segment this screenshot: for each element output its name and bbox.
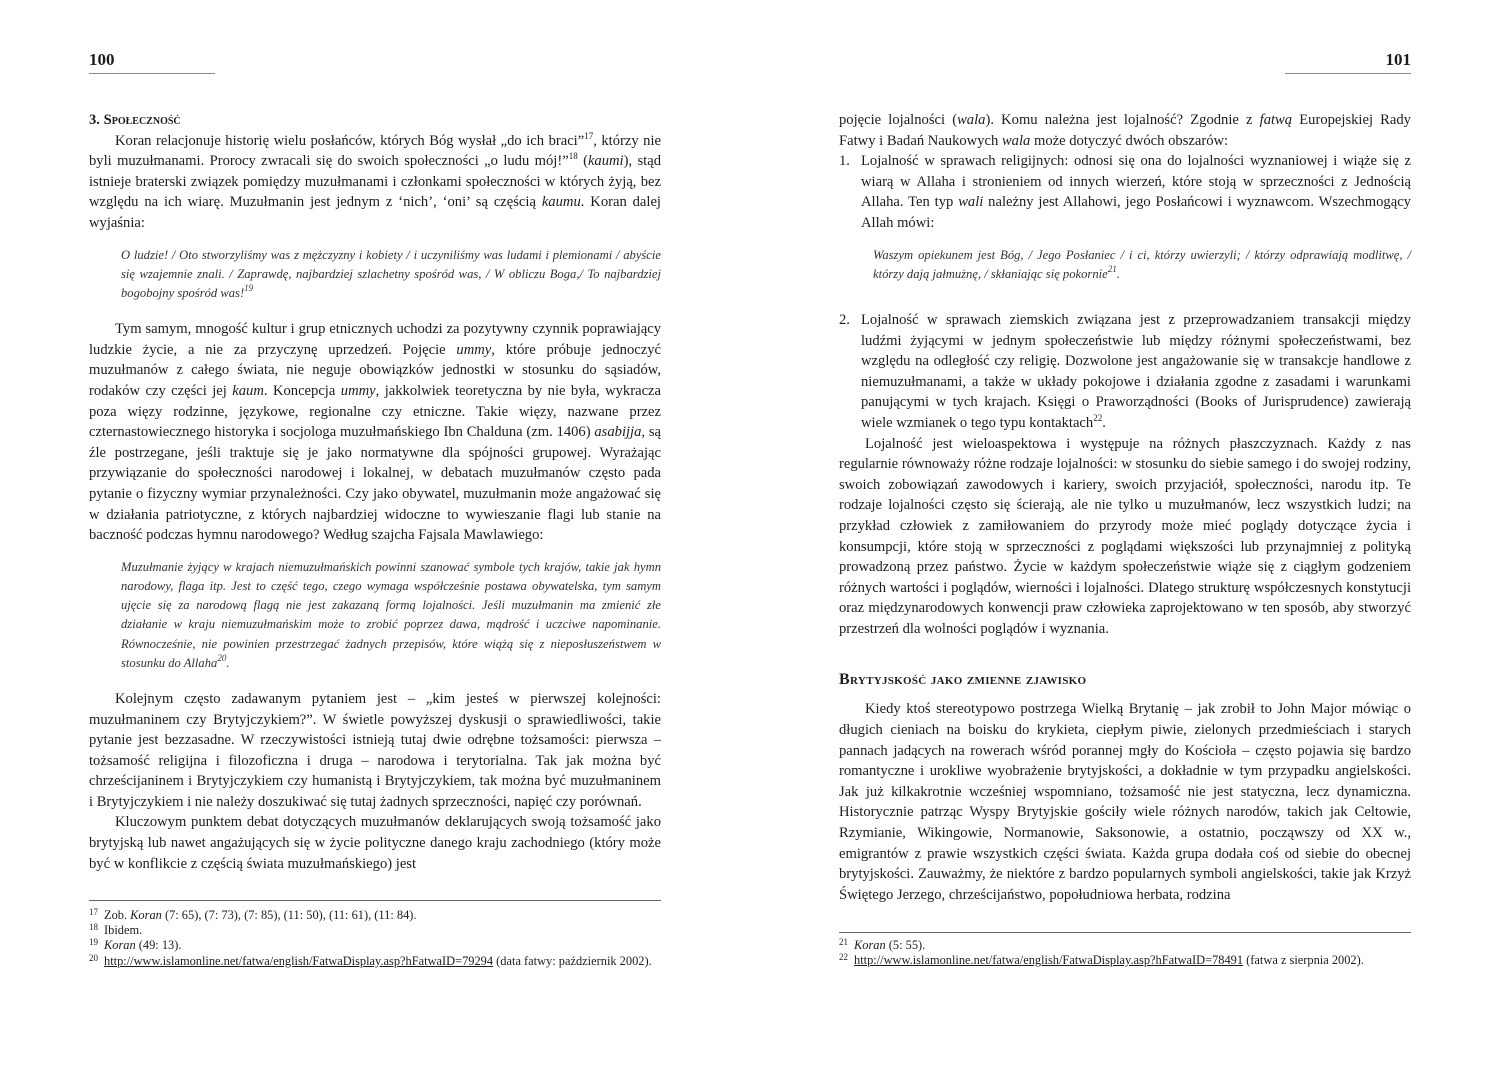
section-heading-britishness: Brytyjskość jako zmienne zjawisko [839, 671, 1087, 689]
right-paragraph-1: pojęcie lojalności (wala). Komu należna jest lojalność? Zgodnie z fatwą Europejskiej Rady Fatwy i Badań Naukowych wala może dotyczyć dwóch obszarów: [839, 112, 1411, 149]
footnote-20-link[interactable]: http://www.islamonline.net/fatwa/english/FatwaDisplay.asp?hFatwaID=79294 [104, 953, 494, 968]
footnote-ref-21: 21 [1107, 263, 1117, 274]
page-number-right: 101 [1385, 50, 1411, 69]
right-page-body [839, 110, 1411, 905]
header-rule-left [89, 73, 215, 74]
section-title: Społeczność [103, 112, 181, 128]
left-page [89, 0, 661, 1072]
paragraph-4: Kluczowym punktem debat dotyczących muzułmanów deklarujących swoją tożsamość jako brytyjską lub nawet angażujących się w życie polityczne danego kraju zachodniego (który może być w konflikcie z częścią świata muzułmańskiego) jest [89, 814, 661, 872]
list-item-2: 2. Lojalność w sprawach ziemskich związana jest z przeprowadzaniem transakcji między ludźmi żyjącymi w jednym społeczeństwie lub między różnymi społeczeństwami, bez względu na odległość czy religię. Dozwolone jest angażowanie się w transakcje handlowe z niemuzułmanami, a także w układy pokojowe i działania zgodne z zasadami i warunkami panującymi w tych krajach. Księgi o Praworządności (Books of Jurisprudence) zawierają wiele wzmianek o tego typu kontaktach$^{22}$. [839, 311, 1411, 431]
page-number-left: 100 [89, 50, 115, 69]
footnote-separator-right [839, 932, 1411, 933]
footnote-21: 21 Koran (5: 55). [839, 937, 926, 952]
paragraph-3: Kolejnym często zadawanym pytaniem jest – „kim jesteś w pierwszej kolejności: muzułmaninem czy Brytyjczykiem?”. W świetle powyższej dyskusji o sprawiedliwości, takie pytanie jest bezzasadne. W rzeczywistości istnieją tutaj dwie odrębne tożsamości: pierwsza – tożsamość religijna i filozoficzna i druga – narodowa i terytorialna. Tak jak można być chrześcijaninem i Brytyjczykiem czy humanistą i Brytyjczykiem, tak można być muzułmaninem i Brytyjczykiem i nie należy doszukiwać się tutaj żadnych sprzeczności, napięć czy porównań. [89, 690, 661, 810]
list-item-1: 1. Lojalność w sprawach religijnych: odnosi się ona do lojalności wyznaniowej i wiąże się z wiarą w Allaha i stronieniem od innych wierzeń, które stoją w sprzeczności z Jednością Allaha. Ten typ wali należny jest Allahowi, jego Posłańcowi i wyznawcom. Wszechmogący Allah mówi: Waszym opiekunem jest Bóg, / Jego Posłaniec / i ci, którzy uwierzyli; / którzy odprawiają modlitwę, / którzy dają jałmużnę, / skłaniając się pokornie$^{21}$. [839, 151, 1411, 310]
footnote-ref-19: 19 [244, 282, 254, 293]
footnote-ref-17: 17 [584, 130, 594, 141]
footnote-17: 17 Zob. Koran (7: 65), (7: 73), (7: 85), (11: 50), (11: 61), (11: 84). [89, 907, 417, 922]
section-heading [89, 110, 661, 131]
footnote-ref-20: 20 [217, 652, 227, 663]
footnote-22-link[interactable]: http://www.islamonline.net/fatwa/english/FatwaDisplay.asp?hFatwaID=78491 [854, 953, 1244, 968]
footnote-20: 20 http://www.islamonline.net/fatwa/english/FatwaDisplay.asp?hFatwaID=79294 (data fatwy: październik 2002). [89, 952, 652, 968]
header-rule-right [1285, 73, 1411, 74]
right-paragraph-3: Kiedy ktoś stereotypowo postrzega Wielką Brytanię – jak zrobił to John Major mówiąc o długich cieniach na boisku do krykieta, ciepłym piwie, zielonych przedmieściach i starych pannach jadących na rowerach wśród porannej mgły do Kościoła – często pojawia się bardzo romantyczne i urokliwe wyobrażenie brytyjskości, a dokładnie w tym przypadku angielskości. Jak już kilkakrotnie wcześniej wspomniano, tożsamość nie jest statyczna, lecz dynamiczna. Historycznie patrząc Wyspy Brytyjskie gościły wiele różnych narodów, takich jak Celtowie, Rzymianie, Wikingowie, Normanowie, Saksonowie, a ostatnio, począwszy od XX w., emigrantów z prawie wszystkich części świata. Każda grupa dodała coś od siebie do obecnej brytyjskości. Zauważmy, że niektóre z bardzo popularnych symboli angielskości, takie jak Krzyż Świętego Jerzego, chrześcijaństwo, popołudniowa herbata, rodzina [839, 701, 1411, 903]
paragraph-1: Koran relacjonuje historię wielu posłańców, których Bóg wysłał „do ich braci”$^{17}$, którzy nie byli muzułmanami. Prorocy zwracali się do swoich społeczności „o ludu mój!”$^{18}$ (kaumi), stąd istnieje braterski związek pomiędzy muzułmanami i członkami społeczności w których żyją, bez względu na ich wiarę. Muzułmanin jest jednym z ‘nich’, ‘oni’ są częścią kaumu. Koran dalej wyjaśnia: [89, 130, 662, 231]
footnote-ref-22: 22 [1093, 412, 1103, 423]
block-quote-2: Muzułmanie żyjący w krajach niemuzułmańskich powinni szanować symbole tych krajów, takie jak hymn narodowy, flaga itp. Jest to część tego, czego wymaga współcześnie postawa obywatelska, tym samym ujęcie się za narodową flagą nie jest zakazaną formą lojalności. Jeśli muzułmanin ma zmienić złe działanie w kraju niemuzułmańskim może to zrobić poprzez dawa, mądrość i uczciwe napominanie. Równocześnie, nie powinien przestrzegać żadnych przepisów, które wiążą się z nieposłuszeństwem w stosunku do Allaha$^{20}$. [121, 559, 661, 670]
footnote-separator-left [89, 900, 661, 901]
right-paragraph-2: Lojalność jest wieloaspektowa i występuje na różnych płaszczyznach. Każdy z nas regularnie równoważy różne rodzaje lojalności: w stosunku do siebie samego i do swojej rodziny, swoich zobowiązań zawodowych i kariery, swoich przyjaciół, społeczności, narodu itp. Te rodzaje lojalności często się ścierają, ale nie tylko u muzułmanów, lecz wszystkich ludzi; na przykład człowiek z zamiłowaniem do przyrody może mieć poglądy dotyczące życia i konsumpcji, które stoją w sprzeczności z poglądami większości lub przynajmniej z polityką prowadzoną przez państwo. Życie w każdym społeczeństwie wiąże się z ciągłym godzeniem różnych wartości i poglądów, wierności i lojalności. Dlatego strukturę współczesnych konstytucji oraz międzynarodowych konwencji praw człowieka zaprojektowano w ten sposób, aby stworzyć przestrzeń dla wolności poglądów i wyznania. [839, 435, 1411, 637]
footnote-19: 19 Koran (49: 13). [89, 937, 182, 953]
left-page-body [89, 110, 661, 874]
footnote-ref-18: 18 [568, 151, 578, 162]
footnote-22: 22 http://www.islamonline.net/fatwa/english/FatwaDisplay.asp?hFatwaID=78491 (fatwa z sierpnia 2002). [839, 952, 1364, 968]
footnote-18: 18 Ibidem. [89, 922, 143, 938]
right-block-quote: Waszym opiekunem jest Bóg, / Jego Posłaniec / i ci, którzy uwierzyli; / którzy odprawiają modlitwę, / którzy dają jałmużnę, / skłaniając się pokornie$^{21}$. [873, 247, 1411, 281]
paragraph-2: Tym samym, mnogość kultur i grup etnicznych uchodzi za pozytywny czynnik poprawiający ludzkie życie, a nie za przyczynę uprzedzeń. Pojęcie ummy, które próbuje jednoczyć muzułmanów z całego świata, nie neguje obowiązków jednostki w stosunku do sąsiadów, rodaków czy części jej kaum. Koncepcja ummy, jakkolwiek teoretyczna by nie była, wykracza poza więzy rodzinne, językowe, regionalne czy etniczne. Takie więzy, nazwane przez czternastowiecznego historyka i socjologa muzułmańskiego Ibn Chalduna (zm. 1406) asabijja, są źle postrzegane, jeśli traktuje się je jako normatywne dla spójności grupowej. Wyrażając przywiązanie do społeczności narodowej i lokalnej, w debatach muzułmanów często pada pytanie o fizyczny wymiar przynależności. Czy jako obywatel, muzułmanin może angażować się w działania patriotyczne, z których najbardziej widoczne to wywieszanie flagi lub stanie na baczność podczas hymnu narodowego? Według szajcha Fajsala Mawlawiego: [89, 321, 662, 544]
footnotes-right [839, 938, 1411, 968]
block-quote-1: O ludzie! / Oto stworzyliśmy was z mężczyzny i kobiety / i uczyniliśmy was ludami i plemionami / abyście się wzajemnie znali. / Zaprawdę, najbardziej szlachetny spośród was, / W obliczu Boga,/ To najbardziej bogobojny spośród was!$^{19}$ [121, 247, 661, 300]
section-number: 3. [89, 112, 100, 128]
right-page [839, 0, 1411, 1072]
footnotes-left [89, 908, 661, 969]
loyalty-list [839, 151, 1411, 433]
